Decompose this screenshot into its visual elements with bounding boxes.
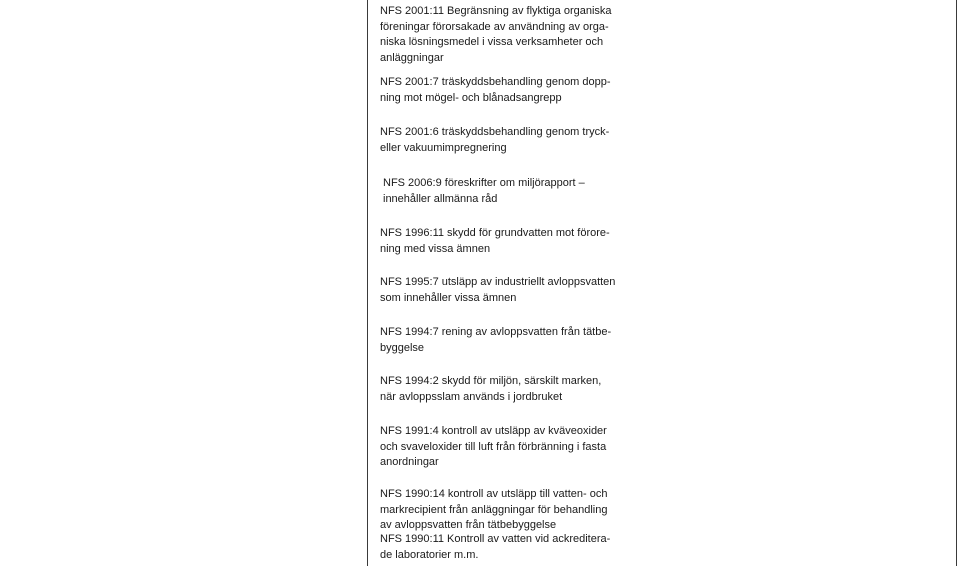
entry-line: NFS 1990:11 Kontroll av vatten vid ackreditera-	[380, 533, 611, 545]
list-item-nfs-2001-6	[380, 125, 609, 156]
entry-line: när avloppsslam används i jordbruket	[380, 390, 563, 403]
entry-line: niska lösningsmedel i vissa verksamheter och	[380, 36, 604, 48]
entry-line: som innehåller vissa ämnen	[380, 291, 517, 304]
table-border-left	[367, 0, 368, 566]
list-item-nfs-1994-2	[380, 374, 601, 405]
list-item-nfs-1994-7	[380, 325, 611, 356]
list-item-nfs-1991-4	[380, 424, 607, 471]
entry-line: NFS 2001:6 träskyddsbehandling genom tryck-	[380, 126, 610, 138]
entry-line: innehåller allmänna råd	[383, 192, 498, 205]
entry-line: NFS 2001:7 träskyddsbehandling genom dopp-	[380, 76, 611, 88]
entry-line: markrecipient från anläggningar för behandling	[380, 503, 608, 516]
entry-line: föreningar förorsakade av användning av orga-	[380, 20, 609, 33]
list-item-nfs-2001-7	[380, 75, 611, 106]
entry-line: anordningar	[380, 456, 439, 468]
list-item-nfs-1990-11	[380, 532, 610, 563]
entry-line: NFS 1995:7 utsläpp av industriellt avloppsvatten	[380, 276, 616, 288]
entry-line: byggelse	[380, 341, 425, 354]
entry-line: ning mot mögel- och blånadsangrepp	[380, 91, 562, 104]
entry-line: NFS 1994:7 rening av avloppsvatten från tätbe-	[380, 326, 612, 338]
entry-line: NFS 1994:2 skydd för miljön, särskilt marken,	[380, 375, 602, 387]
list-item-nfs-1995-7	[380, 275, 615, 306]
entry-line: och svaveloxider till luft från förbränning i fasta	[380, 440, 607, 453]
entry-line: anläggningar	[380, 51, 444, 64]
entry-line: NFS 1990:14 kontroll av utsläpp till vatten- och	[380, 488, 608, 500]
entry-line: de laboratorier m.m.	[380, 548, 479, 561]
list-item-nfs-2001-11	[380, 4, 612, 66]
list-item-nfs-2006-9	[383, 176, 585, 207]
entry-line: ning med vissa ämnen	[380, 242, 491, 255]
entry-line: eller vakuumimpregnering	[380, 141, 507, 154]
list-item-nfs-1990-14	[380, 487, 607, 534]
table-border-right	[956, 0, 957, 566]
entry-line: NFS 1996:11 skydd för grundvatten mot förore-	[380, 227, 610, 239]
entry-line: NFS 2006:9 föreskrifter om miljörapport –	[383, 177, 585, 189]
entry-line: NFS 2001:11 Begränsning av flyktiga organiska	[380, 5, 612, 17]
entry-line: NFS 1991:4 kontroll av utsläpp av kväveoxider	[380, 425, 607, 437]
entry-line: av avloppsvatten från tätbebyggelse	[380, 519, 557, 531]
list-item-nfs-1996-11	[380, 226, 610, 257]
